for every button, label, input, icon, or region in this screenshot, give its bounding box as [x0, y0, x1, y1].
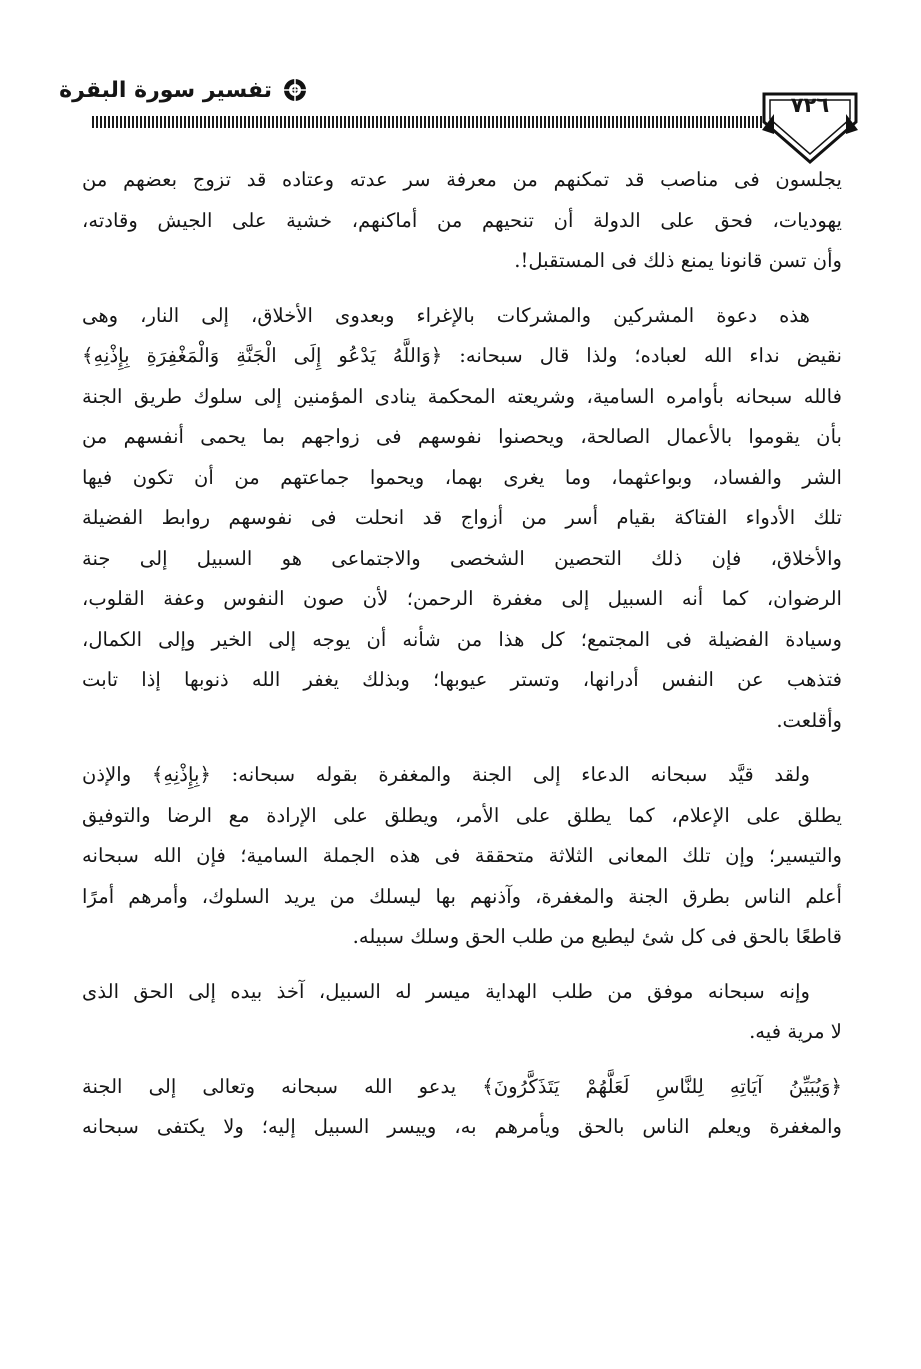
running-title	[58, 70, 308, 110]
text-line: تلك الأدواء الفتاكة بقيام أسر من أزواج قد انحلت فى نفوسهم روابط الفضيلة	[82, 506, 842, 529]
page-body	[82, 160, 842, 1162]
paragraph	[82, 755, 842, 958]
text-line-with-verse: ﴿وَيُبَيِّنُ آيَاتِهِ لِلنَّاسِ لَعَلَّهُمْ يَتَذَكَّرُونَ﴾ يدعو الله سبحانه وتعالى إلى الجنة	[82, 1074, 842, 1098]
text-line-with-verse: ولقد قيَّد سبحانه الدعاء إلى الجنة والمغفرة بقوله سبحانه: ﴿بِإِذْنِهِ﴾ والإذن	[82, 763, 810, 786]
text-line-with-verse: نقيض نداء الله لعباده؛ ولذا قال سبحانه: ﴿وَاللَّهُ يَدْعُو إِلَى الْجَنَّةِ وَالْمَغْفِرَةِ بِإِذْنِهِ﴾	[82, 344, 842, 367]
text-line: والتيسير؛ وإن تلك المعانى الثلاثة متحققة فى هذه الجملة السامية؛ فإن الله سبحانه	[82, 844, 842, 867]
text-line: يهوديات، فحق على الدولة أن تنحيهم من أماكنهم، خشية على الجيش وقادته،	[82, 208, 842, 232]
text-line: وسيادة الفضيلة فى المجتمع؛ كل هذا من شأنه أن يوجه إلى الخير وإلى الكمال،	[82, 627, 842, 651]
text-line: الشر والفساد، وبواعثهما، وما يغرى بهما، ويحموا جماعتهم من أن تكون فيها	[82, 465, 842, 489]
text-line: قاطعًا بالحق فى كل شئ ليطيع من طلب الحق وسلك سبيله.	[352, 925, 842, 948]
text-line: أعلم الناس بطرق الجنة والمغفرة، وآذنهم بها ليسلك من يريد السلوك، وأمرهم أمرًا	[82, 884, 842, 908]
text-line: فتذهب عن النفس أدرانها، وتستر عيوبها؛ وبذلك يغفر الله ذنوبها إذا تابت	[82, 668, 842, 691]
running-title-text: تفسير سورة البقرة	[59, 77, 272, 103]
text-line: وإنه سبحانه موفق من طلب الهداية ميسر له السبيل، آخذ بيده إلى الحق الذى	[82, 979, 810, 1003]
paragraph	[82, 1067, 842, 1148]
text-line: بأن يقوموا بالأعمال الصالحة، ويحصنوا نفوسهم فى زواجهم بما يحمى أنفسهم من	[82, 425, 842, 448]
text-line: الرضوان، كما أنه السبيل إلى مغفرة الرحمن؛ لأن صون النفوس وعفة القلوب،	[82, 587, 842, 610]
text-line: والأخلاق، فإن ذلك التحصين الشخصى والاجتماعى هو السبيل إلى جنة	[82, 546, 842, 570]
header-rule	[92, 116, 764, 128]
text-line: يطلق على الإعلام، كما يطلق على الأمر، ويطلق على الإرادة مع الرضا والتوفيق	[82, 803, 842, 827]
floral-ornament-icon	[282, 77, 308, 103]
text-line: يجلسون فى مناصب قد تمكنهم من معرفة سر عدته وعتاده قد تزوج بعضهم من	[82, 168, 842, 191]
paragraph	[82, 972, 842, 1053]
text-line: لا مرية فيه.	[749, 1020, 842, 1043]
text-line: وأن تسن قانونا يمنع ذلك فى المستقبل!.	[514, 249, 842, 272]
text-line: والمغفرة ويعلم الناس بالحق ويأمرهم به، وييسر السبيل إليه؛ ولا يكتفى سبحانه	[82, 1115, 842, 1138]
paragraph	[82, 160, 842, 282]
text-line: فالله سبحانه بأوامره السامية، وشريعته المحكمة ينادى المؤمنين إلى سلوك طريق الجنة	[82, 384, 842, 408]
page-number: ٧٢٦	[790, 93, 830, 117]
text-line: هذه دعوة المشركين والمشركات بالإغراء وبعدوى الأخلاق، إلى النار، وهى	[82, 303, 810, 327]
paragraph	[82, 296, 842, 742]
text-line: وأقلعت.	[776, 708, 842, 732]
page-header	[0, 0, 921, 170]
